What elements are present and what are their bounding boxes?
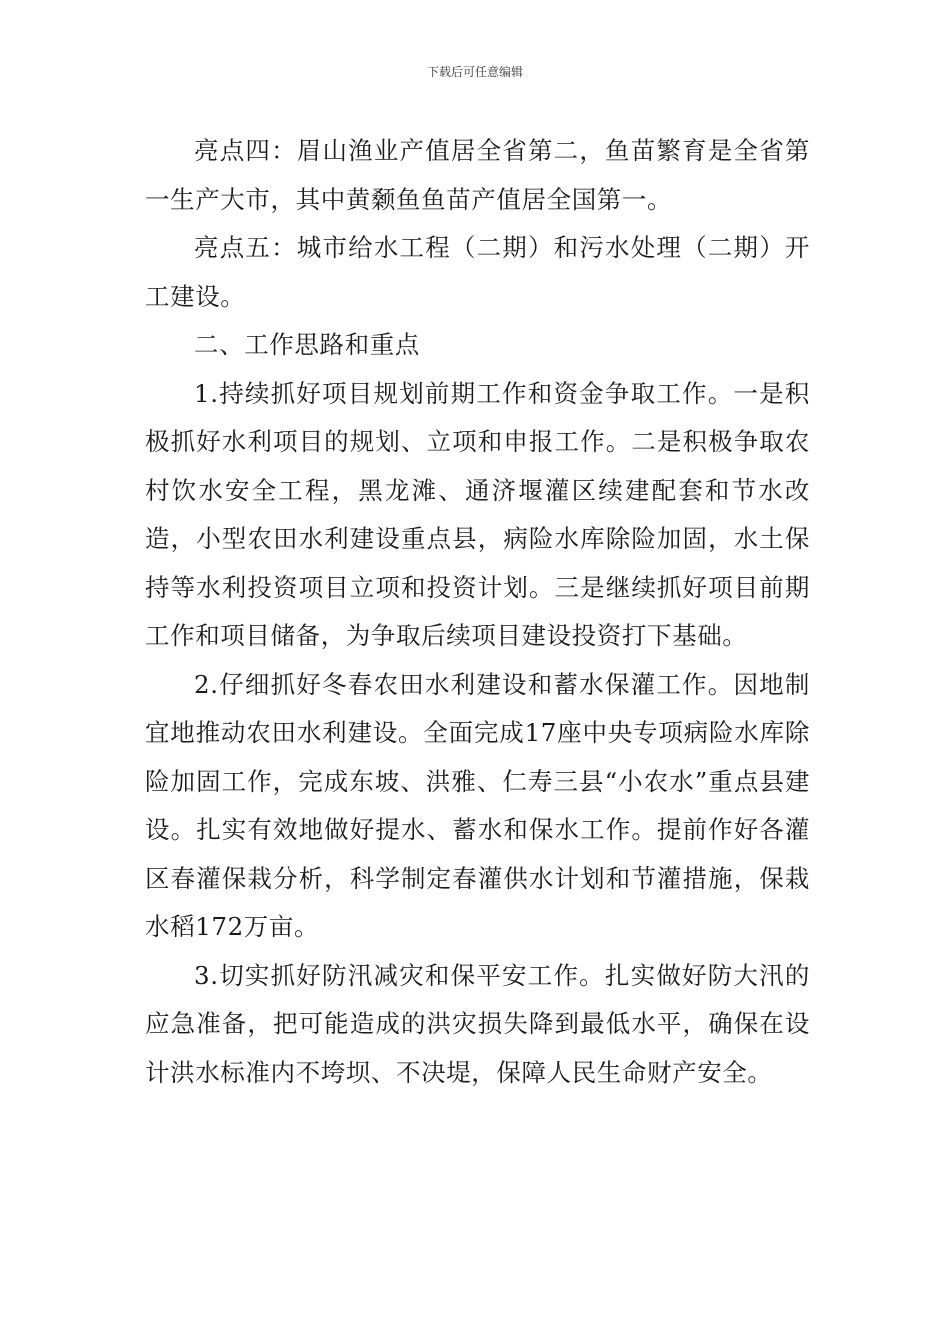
paragraph-item-2: 2.仔细抓好冬春农田水利建设和蓄水保灌工作。因地制宜地推动农田水利建设。全面完成17座中央专项病险水库除险加固工作，完成东坡、洪雅、仁寿三县“小农水”重点县建设。扎实有效地做好提水、蓄水和保水工作。提前作好各灌区春灌保栽分析，科学制定春灌供水计划和节灌措施，保栽水稻172万亩。 xyxy=(145,669,810,941)
page-header-note: 下载后可任意编辑 xyxy=(426,65,523,79)
paragraph-item-1: 1.持续抓好项目规划前期工作和资金争取工作。一是积极抓好水利项目的规划、立项和申报工作。二是积极争取农村饮水安全工程，黑龙滩、通济堰灌区续建配套和节水改造，小型农田水利建设重点县，病险水库除险加固，水土保持等水利投资项目立项和投资计划。三是继续抓好项目前期工作和项目储备，为争取后续项目建设投资打下基础。 xyxy=(145,378,810,650)
paragraph-highlight-four: 亮点四：眉山渔业产值居全省第二，鱼苗繁育是全省第一生产大市，其中黄颡鱼鱼苗产值居全国第一。 xyxy=(145,136,810,214)
section-heading: 二、工作思路和重点 xyxy=(194,330,420,359)
paragraph-item-3: 3.切实抓好防汛减灾和保平安工作。扎实做好防大汛的应急准备，把可能造成的洪灾损失降到最低水平，确保在设计洪水标准内不垮坝、不决堤，保障人民生命财产安全。 xyxy=(145,960,810,1087)
document-body xyxy=(145,127,810,1097)
paragraph-highlight-five: 亮点五：城市给水工程（二期）和污水处理（二期）开工建设。 xyxy=(145,233,810,311)
